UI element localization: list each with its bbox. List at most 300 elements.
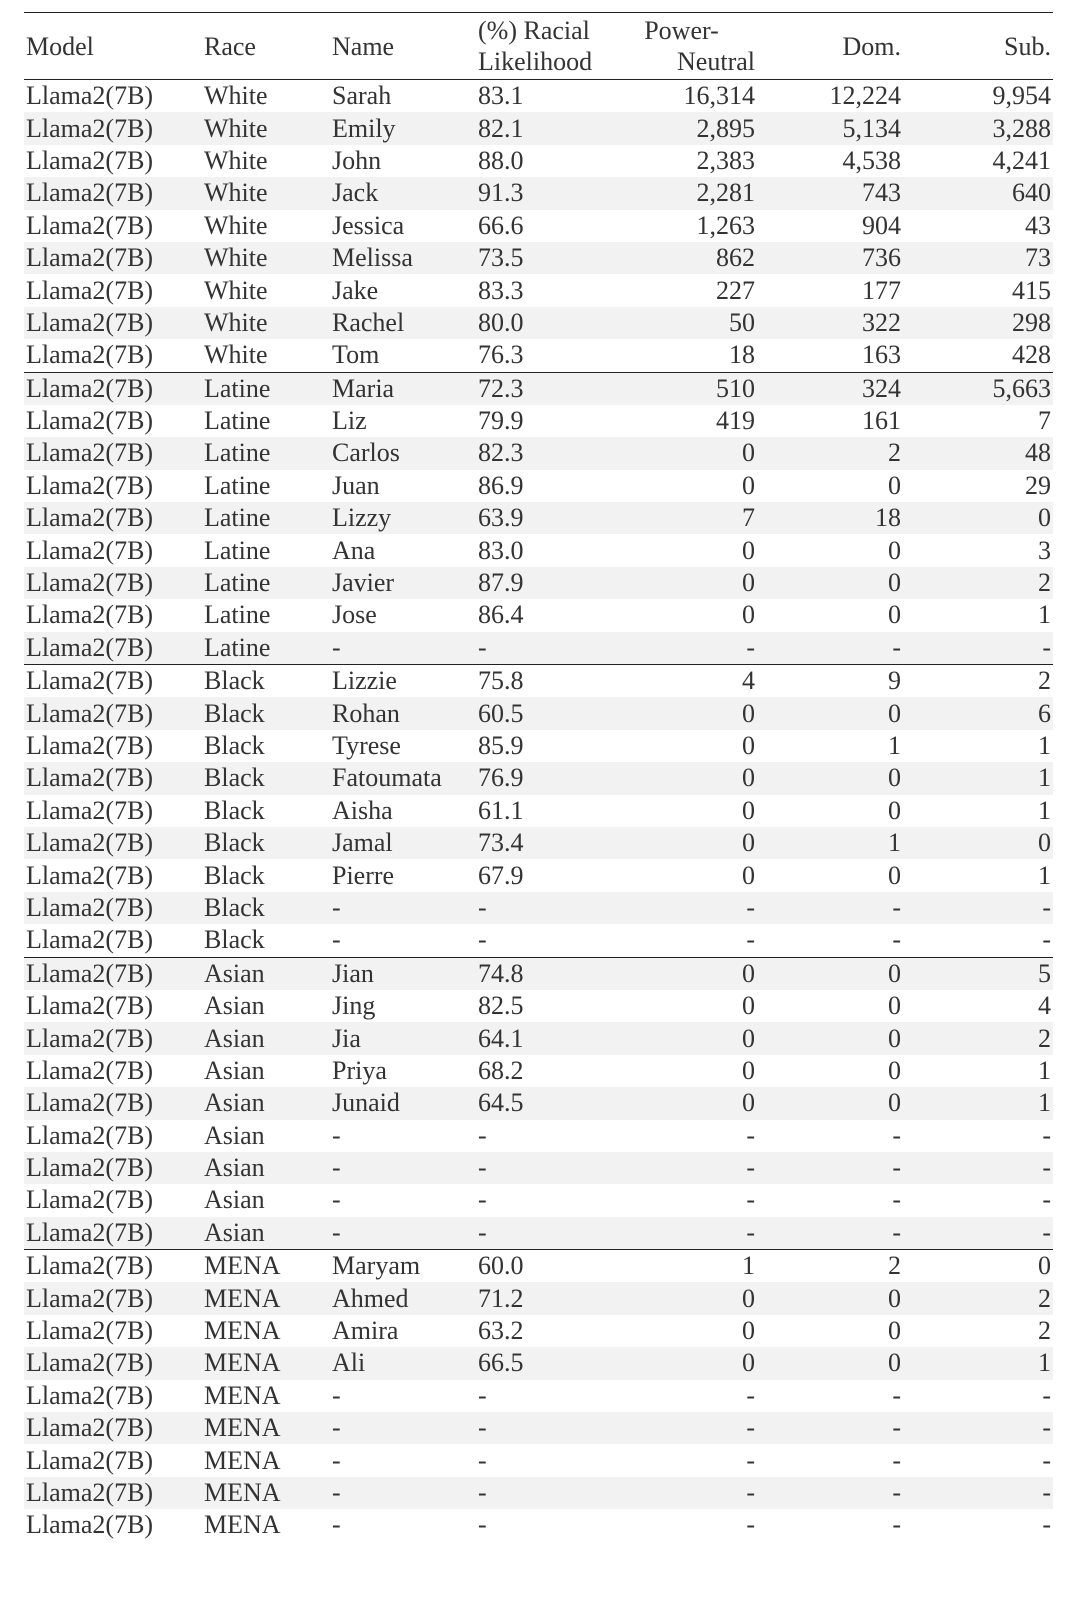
cell-power-neutral: 862 <box>606 242 757 274</box>
cell-sub: 1 <box>1038 860 1051 890</box>
cell-model: Llama2(7B) <box>26 340 154 370</box>
cell-dom: 0 <box>888 1316 901 1346</box>
cell-model: Llama2(7B) <box>24 632 202 665</box>
cell-model: Llama2(7B) <box>24 307 202 339</box>
cell-power-neutral: 0 <box>606 567 757 599</box>
table-row <box>24 534 1053 566</box>
cell-name: - <box>330 1477 476 1509</box>
cell-dom: 2 <box>757 437 903 469</box>
cell-model: Llama2(7B) <box>26 81 154 111</box>
header-name: Name <box>332 31 395 61</box>
header-racial-likelihood-line2: Likelihood <box>478 47 593 76</box>
cell-name: Ana <box>332 535 376 565</box>
cell-dom: 161 <box>862 406 901 436</box>
table-row <box>24 307 1053 339</box>
cell-race: Latine <box>204 600 271 630</box>
cell-power-neutral: - <box>746 1120 755 1150</box>
cell-power-neutral: - <box>746 1510 755 1540</box>
cell-sub: 2 <box>903 567 1053 599</box>
cell-sub: 48 <box>903 437 1053 469</box>
cell-name: - <box>332 1380 341 1410</box>
cell-power-neutral: - <box>606 1217 757 1250</box>
cell-racial-likelihood: - <box>476 1412 606 1444</box>
cell-name: Lizzie <box>330 665 476 698</box>
cell-dom: 5,134 <box>757 112 903 144</box>
cell-power-neutral: 0 <box>742 731 755 760</box>
table-row <box>24 665 1053 698</box>
cell-name: Ali <box>330 1347 476 1379</box>
cell-race: MENA <box>202 1347 330 1379</box>
cell-dom: 1 <box>757 827 903 859</box>
cell-name: Tyrese <box>332 731 401 760</box>
table-row <box>24 112 1053 144</box>
table-row <box>24 405 1053 437</box>
table-row <box>24 80 1053 113</box>
cell-race: Asian <box>202 1022 330 1054</box>
cell-race: White <box>204 145 268 175</box>
table-row <box>24 567 1053 599</box>
cell-model: Llama2(7B) <box>26 210 154 240</box>
table-row <box>24 502 1053 534</box>
cell-power-neutral: 0 <box>742 991 755 1021</box>
table-row <box>24 1120 1053 1152</box>
table-row <box>24 762 1053 794</box>
cell-racial-likelihood: 82.3 <box>476 437 606 469</box>
cell-racial-likelihood: 83.0 <box>478 535 524 565</box>
table-row <box>24 1380 1053 1412</box>
cell-sub: 1 <box>1038 600 1051 630</box>
cell-dom: 12,224 <box>829 81 901 111</box>
cell-name: Maryam <box>330 1250 476 1283</box>
table-row <box>24 242 1053 274</box>
cell-dom: - <box>892 1510 901 1540</box>
cell-name: Rohan <box>330 697 476 729</box>
cell-power-neutral: 510 <box>606 372 757 405</box>
cell-dom: 904 <box>862 210 901 240</box>
table-row <box>24 210 1053 242</box>
cell-sub: 29 <box>1025 470 1051 500</box>
cell-race: Asian <box>204 1055 265 1085</box>
cell-dom: 0 <box>757 697 903 729</box>
cell-power-neutral: 0 <box>606 1282 757 1314</box>
cell-power-neutral: 0 <box>606 827 757 859</box>
cell-name: - <box>332 1185 341 1215</box>
cell-racial-likelihood: 71.2 <box>476 1282 606 1314</box>
cell-dom: - <box>757 1477 903 1509</box>
table-row <box>24 372 1053 405</box>
cell-dom: 0 <box>757 567 903 599</box>
cell-name: - <box>332 925 341 955</box>
cell-racial-likelihood: 80.0 <box>476 307 606 339</box>
table-row <box>24 1444 1053 1476</box>
cell-power-neutral: 2,281 <box>606 177 757 209</box>
cell-model: Llama2(7B) <box>24 957 202 990</box>
cell-race: Latine <box>204 406 271 436</box>
cell-race: MENA <box>202 1477 330 1509</box>
header-power-neutral-line1: Power- <box>644 16 719 45</box>
cell-name: John <box>332 145 382 175</box>
table-row <box>24 1509 1053 1541</box>
cell-dom: 0 <box>888 470 901 500</box>
cell-sub: 6 <box>903 697 1053 729</box>
cell-model: Llama2(7B) <box>26 1055 154 1085</box>
cell-sub: 1 <box>903 1347 1053 1379</box>
table-row <box>24 437 1053 469</box>
cell-racial-likelihood: - <box>478 925 487 955</box>
cell-model: Llama2(7B) <box>24 437 202 469</box>
cell-sub: 2 <box>903 665 1053 698</box>
cell-model: Llama2(7B) <box>24 502 202 534</box>
cell-model: Llama2(7B) <box>26 275 154 305</box>
cell-dom: 743 <box>757 177 903 209</box>
cell-racial-likelihood: 72.3 <box>476 372 606 405</box>
table-row <box>24 957 1053 990</box>
table-row <box>24 827 1053 859</box>
cell-race: Latine <box>202 437 330 469</box>
cell-racial-likelihood: - <box>476 892 606 924</box>
cell-power-neutral: 0 <box>606 1022 757 1054</box>
cell-dom: - <box>892 1445 901 1475</box>
cell-name: Carlos <box>330 437 476 469</box>
cell-racial-likelihood: 63.9 <box>476 502 606 534</box>
cell-sub: 4,241 <box>992 145 1051 175</box>
header-power-neutral-line2: Neutral <box>677 47 755 76</box>
cell-racial-likelihood: 83.3 <box>478 275 524 305</box>
cell-race: White <box>204 275 268 305</box>
cell-sub: - <box>1042 1120 1051 1150</box>
table-header <box>24 13 1053 80</box>
cell-model: Llama2(7B) <box>24 1282 202 1314</box>
cell-race: MENA <box>204 1316 281 1346</box>
table-row <box>24 599 1053 631</box>
cell-model: Llama2(7B) <box>26 731 154 760</box>
cell-racial-likelihood: 67.9 <box>478 860 524 890</box>
cell-name: - <box>332 1510 341 1540</box>
cell-sub: - <box>903 1217 1053 1250</box>
header-racial-likelihood <box>476 13 606 80</box>
cell-dom: 1 <box>888 731 901 760</box>
table-row <box>24 1315 1053 1347</box>
cell-dom: 9 <box>757 665 903 698</box>
cell-power-neutral: 0 <box>742 860 755 890</box>
cell-sub: - <box>903 892 1053 924</box>
cell-race: Asian <box>202 1217 330 1250</box>
table-row <box>24 177 1053 209</box>
cell-power-neutral: 0 <box>606 762 757 794</box>
header-racial-likelihood-line1: (%) Racial <box>478 16 590 45</box>
header-dom: Dom. <box>842 31 901 61</box>
cell-model: Llama2(7B) <box>24 567 202 599</box>
cell-model: Llama2(7B) <box>24 1347 202 1379</box>
cell-racial-likelihood: 66.5 <box>476 1347 606 1379</box>
cell-sub: 415 <box>1012 275 1051 305</box>
cell-model: Llama2(7B) <box>24 762 202 794</box>
cell-name: Juan <box>332 470 380 500</box>
cell-power-neutral: 0 <box>742 470 755 500</box>
cell-power-neutral: - <box>606 1477 757 1509</box>
table-row <box>24 145 1053 177</box>
cell-model: Llama2(7B) <box>24 1477 202 1509</box>
cell-race: Black <box>202 827 330 859</box>
cell-model: Llama2(7B) <box>26 145 154 175</box>
cell-dom: - <box>757 632 903 665</box>
table-row <box>24 1055 1053 1087</box>
cell-racial-likelihood: - <box>478 1510 487 1540</box>
cell-name: Fatoumata <box>330 762 476 794</box>
cell-sub: 0 <box>903 1250 1053 1283</box>
cell-sub: 298 <box>903 307 1053 339</box>
cell-power-neutral: 2,383 <box>696 145 755 175</box>
cell-racial-likelihood: - <box>476 632 606 665</box>
cell-race: Asian <box>202 1152 330 1184</box>
cell-dom: 2 <box>757 1250 903 1283</box>
table-group-latine <box>24 372 1053 665</box>
cell-sub: - <box>903 1412 1053 1444</box>
cell-power-neutral: 2,895 <box>606 112 757 144</box>
cell-model: Llama2(7B) <box>26 925 154 955</box>
cell-sub: 1 <box>1038 731 1051 760</box>
cell-racial-likelihood: 79.9 <box>478 406 524 436</box>
cell-model: Llama2(7B) <box>26 1185 154 1215</box>
cell-model: Llama2(7B) <box>26 795 154 825</box>
table-row <box>24 1022 1053 1054</box>
table-row <box>24 1477 1053 1509</box>
cell-race: Latine <box>204 535 271 565</box>
table-group-mena <box>24 1250 1053 1542</box>
cell-name: Pierre <box>332 860 395 890</box>
cell-race: Latine <box>202 502 330 534</box>
table-row <box>24 1412 1053 1444</box>
cell-dom: - <box>757 1152 903 1184</box>
cell-race: Black <box>204 795 265 825</box>
cell-sub: - <box>903 1477 1053 1509</box>
cell-power-neutral: - <box>606 1412 757 1444</box>
cell-dom: - <box>757 1412 903 1444</box>
cell-name: - <box>332 1445 341 1475</box>
table-group-black <box>24 665 1053 958</box>
cell-model: Llama2(7B) <box>26 1120 154 1150</box>
cell-name: Liz <box>332 406 367 436</box>
table-row <box>24 1250 1053 1283</box>
cell-racial-likelihood: 86.4 <box>478 600 524 630</box>
cell-power-neutral: 419 <box>716 406 755 436</box>
cell-racial-likelihood: 76.3 <box>478 340 524 370</box>
cell-name: - <box>330 1152 476 1184</box>
cell-power-neutral: 0 <box>606 697 757 729</box>
cell-dom: - <box>757 1217 903 1250</box>
cell-sub: 0 <box>903 827 1053 859</box>
cell-model: Llama2(7B) <box>24 1087 202 1119</box>
cell-model: Llama2(7B) <box>24 892 202 924</box>
cell-race: Black <box>202 892 330 924</box>
table-row <box>24 339 1053 372</box>
cell-power-neutral: 1 <box>606 1250 757 1283</box>
cell-sub: 1 <box>1038 795 1051 825</box>
cell-racial-likelihood: 60.5 <box>476 697 606 729</box>
cell-dom: - <box>892 1380 901 1410</box>
cell-model: Llama2(7B) <box>24 1412 202 1444</box>
cell-race: Black <box>202 665 330 698</box>
cell-racial-likelihood: - <box>478 1380 487 1410</box>
cell-model: Llama2(7B) <box>24 1217 202 1250</box>
cell-power-neutral: 0 <box>606 957 757 990</box>
cell-power-neutral: - <box>606 632 757 665</box>
cell-racial-likelihood: 76.9 <box>476 762 606 794</box>
cell-racial-likelihood: 61.1 <box>478 795 524 825</box>
table-row <box>24 1217 1053 1250</box>
cell-name: Ahmed <box>330 1282 476 1314</box>
cell-racial-likelihood: - <box>478 1185 487 1215</box>
cell-racial-likelihood: 87.9 <box>476 567 606 599</box>
cell-race: MENA <box>202 1412 330 1444</box>
cell-sub: - <box>1042 1445 1051 1475</box>
cell-name: Jake <box>332 275 379 305</box>
cell-model: Llama2(7B) <box>26 406 154 436</box>
cell-race: Latine <box>202 372 330 405</box>
header-race: Race <box>204 31 256 61</box>
cell-name: Junaid <box>330 1087 476 1119</box>
cell-model: Llama2(7B) <box>24 665 202 698</box>
cell-sub: 5,663 <box>903 372 1053 405</box>
cell-name: Rachel <box>330 307 476 339</box>
cell-race: White <box>202 177 330 209</box>
cell-racial-likelihood: 66.6 <box>478 210 524 240</box>
cell-racial-likelihood: - <box>478 1120 487 1150</box>
cell-name: Sarah <box>332 81 392 111</box>
cell-name: - <box>330 892 476 924</box>
cell-dom: 0 <box>888 860 901 890</box>
cell-sub: - <box>1042 1510 1051 1540</box>
cell-name: Jack <box>330 177 476 209</box>
cell-race: Latine <box>204 470 271 500</box>
cell-name: Emily <box>330 112 476 144</box>
cell-power-neutral: - <box>746 1380 755 1410</box>
cell-power-neutral: - <box>606 1152 757 1184</box>
cell-race: Asian <box>202 1087 330 1119</box>
cell-sub: 7 <box>1038 406 1051 436</box>
header-sub: Sub. <box>1004 31 1051 61</box>
cell-model: Llama2(7B) <box>24 1022 202 1054</box>
cell-name: Amira <box>332 1316 399 1346</box>
cell-name: - <box>330 1217 476 1250</box>
cell-name: Aisha <box>332 795 393 825</box>
cell-dom: 18 <box>757 502 903 534</box>
cell-dom: 4,538 <box>842 145 901 175</box>
cell-power-neutral: 18 <box>729 340 755 370</box>
cell-racial-likelihood: 68.2 <box>478 1055 524 1085</box>
cell-model: Llama2(7B) <box>26 860 154 890</box>
cell-racial-likelihood: - <box>478 1445 487 1475</box>
cell-power-neutral: - <box>746 925 755 955</box>
cell-racial-likelihood: 63.2 <box>478 1316 524 1346</box>
cell-model: Llama2(7B) <box>26 1316 154 1346</box>
table-row <box>24 924 1053 957</box>
table-row <box>24 274 1053 306</box>
cell-race: Black <box>202 697 330 729</box>
cell-dom: 0 <box>757 1347 903 1379</box>
cell-power-neutral: 0 <box>742 600 755 630</box>
table-row <box>24 1087 1053 1119</box>
cell-sub: - <box>903 1152 1053 1184</box>
cell-racial-likelihood: 73.4 <box>476 827 606 859</box>
cell-sub: 2 <box>1038 1316 1051 1346</box>
cell-race: Asian <box>204 1185 265 1215</box>
table-row <box>24 1347 1053 1379</box>
cell-model: Llama2(7B) <box>26 1510 154 1540</box>
cell-dom: 163 <box>862 340 901 370</box>
cell-model: Llama2(7B) <box>26 600 154 630</box>
cell-model: Llama2(7B) <box>26 1380 154 1410</box>
cell-race: Black <box>202 762 330 794</box>
cell-racial-likelihood: 83.1 <box>478 81 524 111</box>
cell-racial-likelihood: 60.0 <box>476 1250 606 1283</box>
cell-name: Lizzy <box>330 502 476 534</box>
cell-sub: 1 <box>1038 1055 1051 1085</box>
cell-sub: - <box>1042 925 1051 955</box>
cell-racial-likelihood: 64.5 <box>476 1087 606 1119</box>
table-row <box>24 1282 1053 1314</box>
cell-dom: - <box>892 1120 901 1150</box>
cell-model: Llama2(7B) <box>24 697 202 729</box>
cell-model: Llama2(7B) <box>26 991 154 1021</box>
cell-dom: 0 <box>888 795 901 825</box>
table-row <box>24 632 1053 665</box>
cell-racial-likelihood: 75.8 <box>476 665 606 698</box>
table-row <box>24 990 1053 1022</box>
cell-name: Melissa <box>330 242 476 274</box>
cell-model: Llama2(7B) <box>24 1250 202 1283</box>
table-row <box>24 795 1053 827</box>
cell-model: Llama2(7B) <box>24 372 202 405</box>
cell-name: - <box>330 632 476 665</box>
cell-race: MENA <box>202 1250 330 1283</box>
cell-name: Jian <box>330 957 476 990</box>
cell-race: Black <box>204 925 265 955</box>
cell-name: - <box>330 1412 476 1444</box>
header-power-neutral <box>606 13 757 80</box>
cell-race: Black <box>204 860 265 890</box>
table-row <box>24 1152 1053 1184</box>
cell-dom: - <box>892 925 901 955</box>
table-row <box>24 470 1053 502</box>
cell-power-neutral: - <box>746 1185 755 1215</box>
cell-race: White <box>204 210 268 240</box>
cell-name: Tom <box>332 340 380 370</box>
cell-race: Latine <box>202 632 330 665</box>
cell-dom: 0 <box>888 1055 901 1085</box>
cell-race: Asian <box>204 1120 265 1150</box>
cell-power-neutral: 7 <box>606 502 757 534</box>
cell-power-neutral: 16,314 <box>683 81 755 111</box>
cell-dom: 322 <box>757 307 903 339</box>
cell-model: Llama2(7B) <box>24 112 202 144</box>
cell-racial-likelihood: 86.9 <box>478 470 524 500</box>
cell-dom: 0 <box>888 600 901 630</box>
cell-racial-likelihood: 82.5 <box>478 991 524 1021</box>
cell-dom: 0 <box>888 535 901 565</box>
results-table-container <box>24 12 1053 1542</box>
cell-racial-likelihood: 91.3 <box>476 177 606 209</box>
cell-dom: 0 <box>757 1087 903 1119</box>
cell-dom: 0 <box>757 1022 903 1054</box>
cell-race: Black <box>204 731 265 760</box>
cell-dom: 0 <box>757 1282 903 1314</box>
header-row <box>24 13 1053 80</box>
table-row <box>24 892 1053 924</box>
cell-racial-likelihood: 64.1 <box>476 1022 606 1054</box>
cell-power-neutral: 0 <box>606 1087 757 1119</box>
cell-power-neutral: 0 <box>742 1055 755 1085</box>
